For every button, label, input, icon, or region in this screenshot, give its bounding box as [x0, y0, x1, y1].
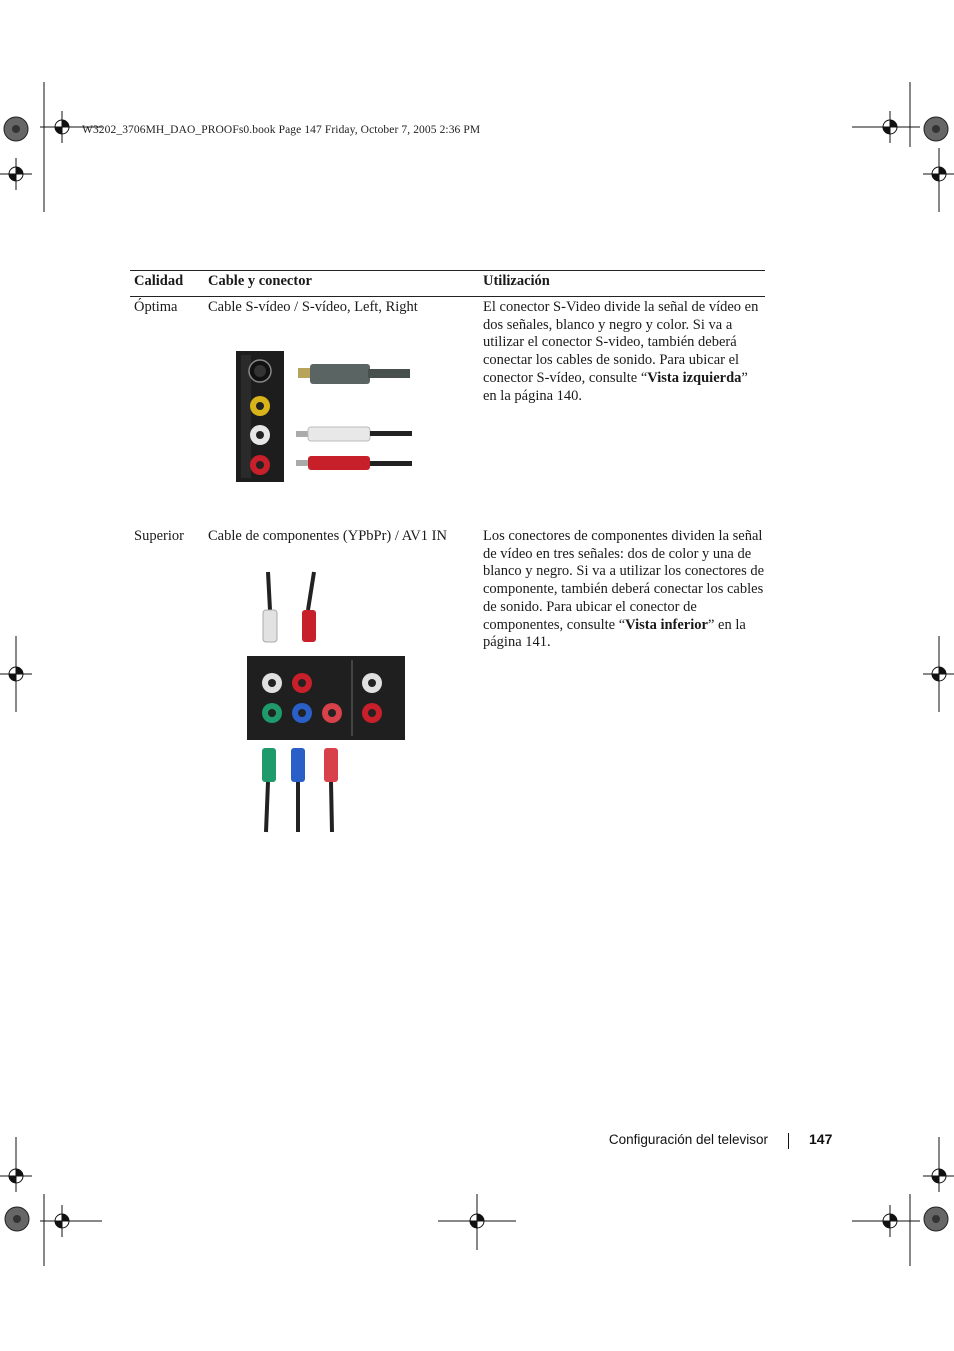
row1-usage: El conector S-Video divide la señal de vídeo en dos señales, blanco y negro y color. Si va a utilizar el conector S-video, también deberá conectar los cables de sonido. Para ubicar el conector S-vídeo, consulte “Vista izquierda” en la página 140.	[483, 299, 759, 404]
print-info-header: W3202_3706MH_DAO_PROOFs0.book Page 147 Friday, October 7, 2005 2:36 PM	[82, 124, 481, 136]
row2-quality: Superior	[134, 528, 184, 544]
table-header-rule	[130, 296, 765, 297]
footer-section-title: Configuración del televisor	[608, 1132, 768, 1147]
table-top-rule	[130, 270, 765, 271]
header-cable: Cable y conector	[208, 273, 312, 289]
row1-cable: Cable S-vídeo / S-vídeo, Left, Right	[208, 299, 418, 315]
header-utilizacion: Utilización	[483, 273, 550, 289]
footer-separator	[788, 1133, 789, 1149]
component-connector-image	[246, 570, 406, 834]
row1-quality: Óptima	[134, 299, 178, 315]
row2-usage: Los conectores de componentes dividen la señal de vídeo en tres señales: dos de color y una de blanco y negro. Si va a utilizar los conectores de componente, también deberá conectar los cables de sonido. Para ubicar el conector de componentes, consulte “Vista inferior” en la página 141.	[483, 528, 765, 651]
row2-usage-link: Vista inferior	[625, 616, 708, 633]
svideo-connector-image	[236, 351, 416, 482]
row1-usage-link: Vista izquierda	[647, 369, 742, 386]
header-calidad: Calidad	[134, 273, 184, 289]
row2-cable: Cable de componentes (YPbPr) / AV1 IN	[208, 528, 447, 544]
page-number: 147	[809, 1131, 833, 1147]
